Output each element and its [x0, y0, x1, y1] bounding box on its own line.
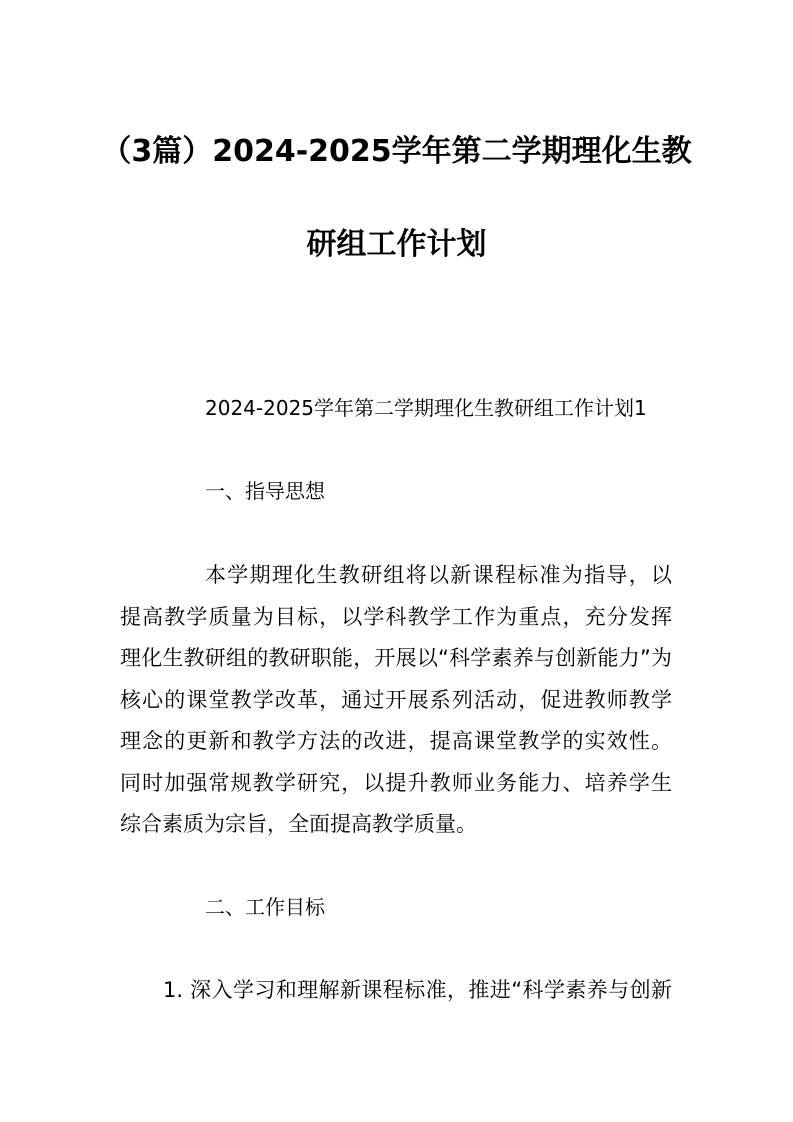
section-heading-guiding-ideology: 一、指导思想 — [205, 479, 325, 503]
paragraph-line: 提高教学质量为目标，以学科教学工作为重点，充分发挥 — [120, 604, 672, 629]
document-title-line-1: （3篇）2024-2025学年第二学期理化生教 — [101, 134, 692, 169]
paragraph-line: 同时加强常规教学研究，以提升教师业务能力、培养学生 — [120, 770, 672, 795]
paragraph-line: 理化生教研组的教研职能，开展以“科学素养与创新能力”为 — [120, 646, 672, 670]
paragraph-line: 核心的课堂教学改革，通过开展系列活动，促进教师教学 — [120, 687, 672, 712]
paragraph-line: 理念的更新和教学方法的改进，提高课堂教学的实效性。 — [120, 729, 672, 753]
section-heading-work-goals: 二、工作目标 — [205, 895, 325, 919]
work-goal-item-1: 1. 深入学习和理解新课程标准，推进“科学素养与创新 — [163, 978, 672, 1002]
paragraph-line: 综合素质为宗旨，全面提高教学质量。 — [120, 812, 477, 836]
guiding-ideology-paragraph — [120, 555, 672, 846]
document-title-line-2: 研组工作计划 — [306, 227, 487, 262]
paragraph-line: 本学期理化生教研组将以新课程标准为指导，以 — [205, 563, 672, 587]
plan-heading: 2024-2025学年第二学期理化生教研组工作计划1 — [205, 396, 647, 420]
